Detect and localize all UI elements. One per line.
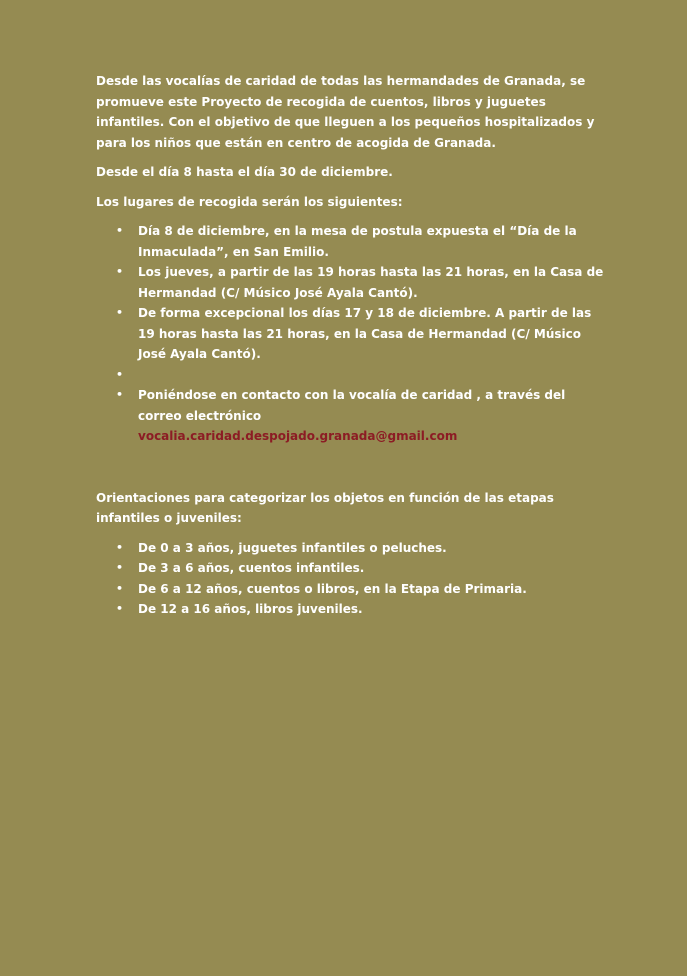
list-item-text: Los jueves, a partir de las 19 horas hasta las 21 horas, en la Casa de Hermandad (C/ Músico José Ayala Cantó). [138, 265, 604, 300]
list-item-text: De 6 a 12 años, cuentos o libros, en la Etapa de Primaria. [138, 581, 527, 596]
email-link[interactable]: vocalia.caridad.despojado.granada@gmail.com [138, 429, 458, 443]
list-item [96, 303, 607, 365]
places-heading: Los lugares de recogida serán los siguientes: [96, 194, 403, 209]
orientations-list [96, 538, 607, 620]
bullet-icon: • [116, 265, 124, 278]
bullet-icon: • [116, 540, 124, 554]
list-item-text: Poniéndose en contacto con la vocalía de caridad , a través del correo electrónico [138, 388, 566, 423]
list-item [96, 538, 607, 559]
bullet-icon: • [116, 306, 124, 319]
list-item [96, 365, 607, 386]
list-item-text: De 12 a 16 años, libros juveniles. [138, 602, 363, 616]
list-item [96, 599, 607, 620]
bullet-icon: • [116, 581, 124, 595]
list-item-text: De forma excepcional los días 17 y 18 de diciembre. A partir de las 19 horas hasta las 21 horas, en la Casa de Hermandad (C/ Músico José Ayala Cantó). [138, 306, 592, 361]
bullet-icon: • [116, 602, 124, 615]
list-item [96, 385, 607, 447]
bullet-icon: • [116, 224, 124, 237]
bullet-icon: • [116, 388, 124, 401]
list-item [96, 221, 607, 262]
orientations-heading: Orientaciones para categorizar los objetos en función de las etapas infantiles o juveniles: [96, 490, 554, 525]
bullet-icon: • [116, 367, 124, 381]
list-item [96, 262, 607, 303]
places-list [96, 221, 607, 447]
intro-paragraph: Desde las vocalías de caridad de todas las hermandades de Granada, se promueve este Proyecto de recogida de cuentos, libros y juguetes infantiles. Con el objetivo de que lleguen a los pequeños hospitalizados y para los niños que están en centro de acogida de Granada. [96, 74, 595, 150]
list-item-text: De 0 a 3 años, juguetes infantiles o peluches. [138, 540, 447, 555]
list-item-text: De 3 a 6 años, cuentos infantiles. [138, 561, 365, 575]
list-item [96, 579, 607, 600]
list-item [96, 558, 607, 579]
list-item-text: Día 8 de diciembre, en la mesa de postula expuesta el “Día de la Inmaculada”, en San Emilio. [138, 224, 577, 259]
dates-paragraph: Desde el día 8 hasta el día 30 de diciembre. [96, 165, 393, 179]
bullet-icon: • [116, 561, 124, 574]
